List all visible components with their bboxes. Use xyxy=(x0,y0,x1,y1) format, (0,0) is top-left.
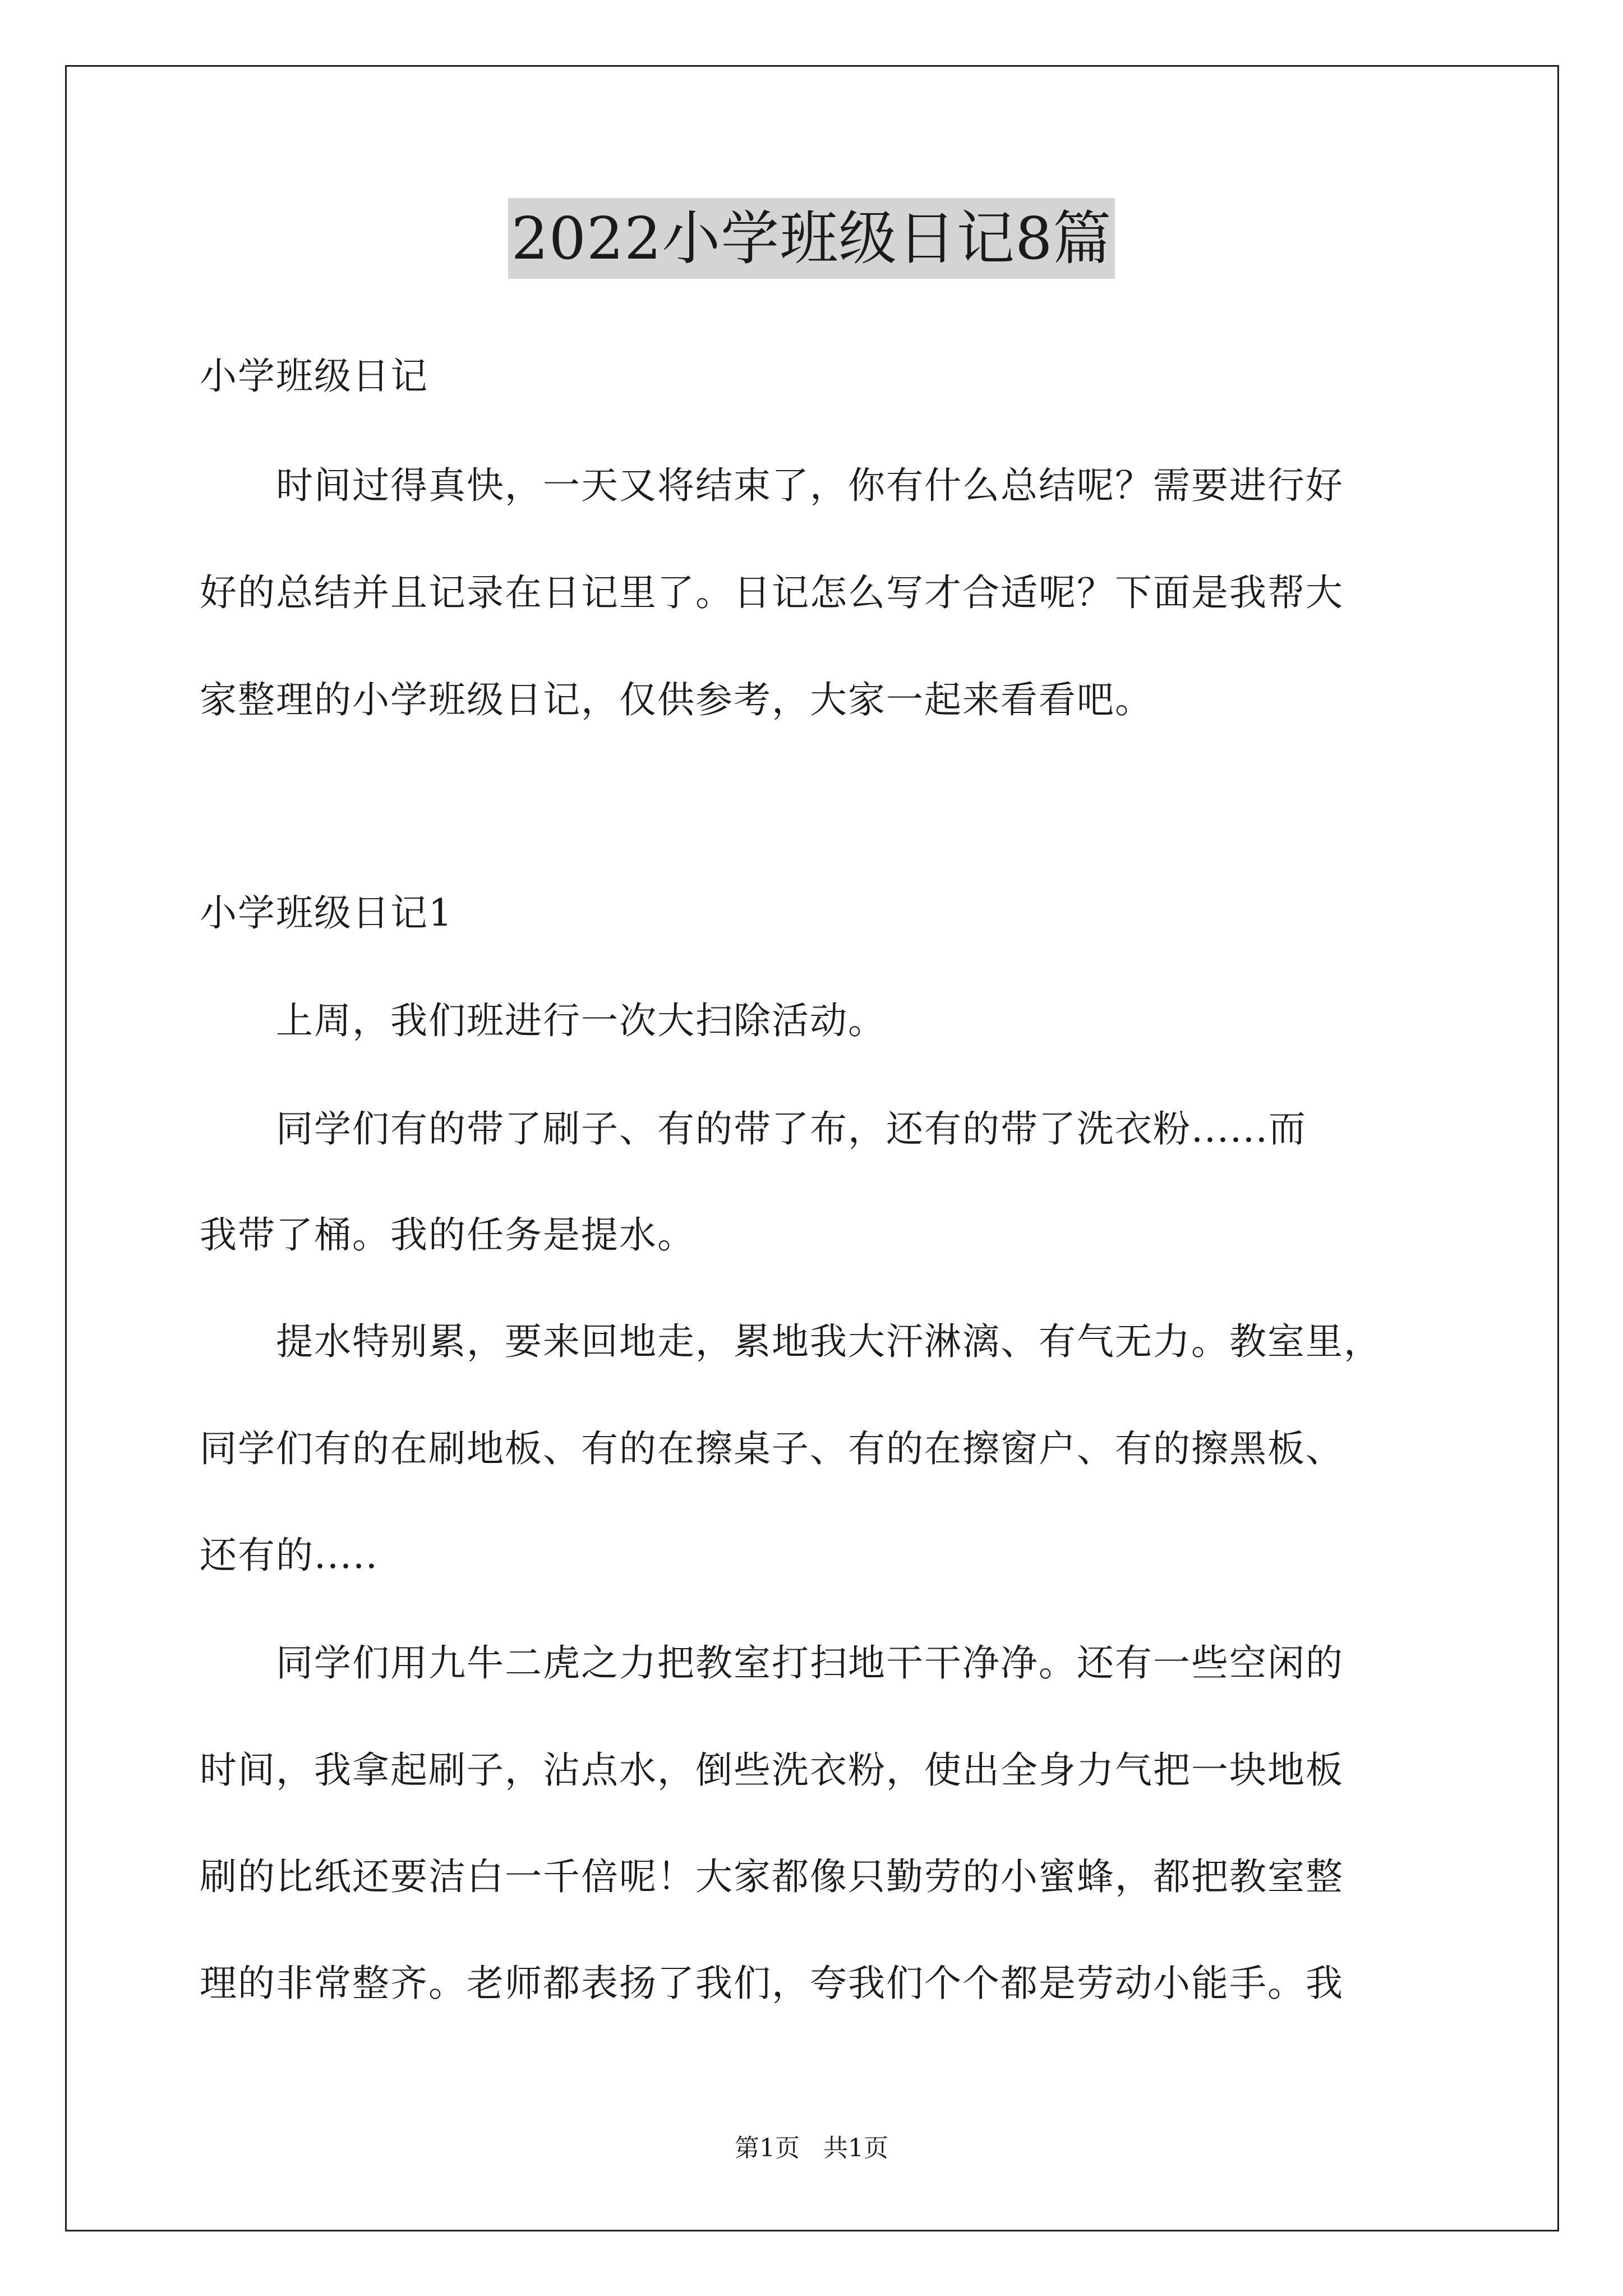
page-footer xyxy=(0,2132,1623,2165)
paragraph-line: 同学们有的在刷地板、有的在擦桌子、有的在擦窗户、有的擦黑板、 xyxy=(200,1427,1344,1470)
intro-line: 好的总结并且记录在日记里了。日记怎么写才合适呢？下面是我帮大 xyxy=(200,571,1344,614)
paragraph-line: 提水特别累，要来回地走，累地我大汗淋漓、有气无力。教室里， xyxy=(200,1320,1382,1363)
document-title: 2022小学班级日记8篇 xyxy=(508,198,1115,279)
title-container xyxy=(0,198,1623,279)
paragraph-line: 还有的..... xyxy=(200,1534,379,1577)
paragraph-line: 同学们用九牛二虎之力把教室打扫地干干净净。还有一些空闲的 xyxy=(200,1641,1344,1685)
page-total: 共1页 xyxy=(823,2134,888,2162)
section1-heading: 小学班级日记1 xyxy=(200,891,453,935)
paragraph-line: 我带了桶。我的任务是提水。 xyxy=(200,1213,695,1257)
intro-line: 时间过得真快，一天又将结束了，你有什么总结呢？需要进行好 xyxy=(200,464,1344,507)
page-number: 第1页 xyxy=(735,2134,800,2162)
paragraph-line: 刷的比纸还要洁白一千倍呢！大家都像只勤劳的小蜜蜂，都把教室整 xyxy=(200,1855,1344,1898)
paragraph-line: 时间，我拿起刷子，沾点水，倒些洗衣粉，使出全身力气把一块地板 xyxy=(200,1749,1344,1792)
intro-heading: 小学班级日记 xyxy=(200,355,428,398)
paragraph-line: 上周，我们班进行一次大扫除活动。 xyxy=(200,999,886,1042)
paragraph-line: 理的非常整齐。老师都表扬了我们，夸我们个个都是劳动小能手。我 xyxy=(200,1962,1344,2005)
intro-line: 家整理的小学班级日记，仅供参考，大家一起来看看吧。 xyxy=(200,678,1153,721)
paragraph-line: 同学们有的带了刷子、有的带了布，还有的带了洗衣粉......而 xyxy=(200,1107,1307,1151)
